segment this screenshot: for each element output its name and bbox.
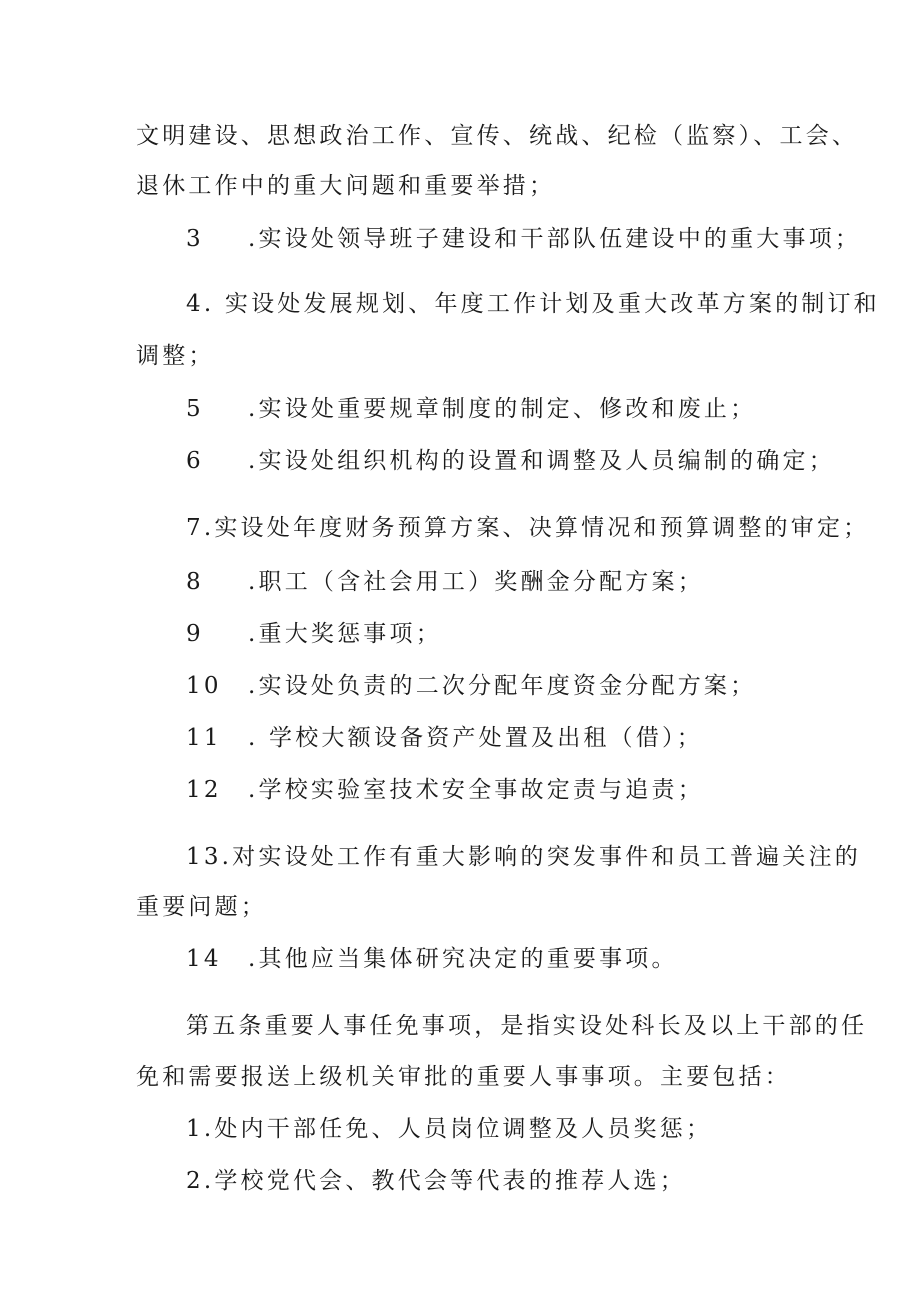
item-number: 10 [186, 673, 222, 699]
item-text: .实设处负责的二次分配年度资金分配方案； [248, 673, 757, 699]
list-item [186, 225, 861, 253]
article-5-line-2: 免和需要报送上级机关审批的重要人事事项。主要包括： [136, 1064, 791, 1090]
list-item [186, 843, 861, 871]
list-item [186, 620, 442, 648]
item-number: 2 [186, 1168, 204, 1194]
item-number: 11 [186, 725, 222, 751]
continuation-line-1: 文明建设、思想政治工作、宣传、统战、纪检（监察）、工会、 [136, 123, 859, 149]
item-number: 3 [186, 226, 204, 252]
item-text: .实设处组织机构的设置和调整及人员编制的确定； [248, 448, 835, 474]
item-number: 4 [186, 291, 204, 317]
list-item [186, 395, 756, 423]
item-text: . 学校大额设备资产处置及出租（借）； [248, 725, 703, 751]
item-text: .对实设处工作有重大影响的突发事件和员工普遍关注的 [221, 844, 861, 870]
list-item [186, 514, 869, 542]
continuation-line-2: 退休工作中的重大问题和重要举措； [136, 173, 556, 199]
list-item [186, 568, 704, 596]
item-number: 13 [186, 844, 222, 870]
item-text: . 实设处发展规划、年度工作计划及重大改革方案的制订和 [203, 291, 880, 317]
item-number: 5 [186, 396, 204, 422]
item-text: .学校实验室技术安全事故定责与追责； [248, 777, 704, 803]
sub-list-item [186, 1115, 712, 1143]
list-item [186, 447, 835, 475]
item-text: .其他应当集体研究决定的重要事项。 [248, 946, 678, 972]
list-item [186, 776, 704, 804]
list-item [186, 945, 678, 973]
list-item [186, 724, 703, 752]
list-item-continuation: 调整； [136, 343, 215, 369]
item-text: .处内干部任免、人员岗位调整及人员奖惩； [203, 1116, 713, 1142]
list-item [186, 672, 756, 700]
item-text: .学校党代会、教代会等代表的推荐人选； [203, 1168, 686, 1194]
item-text: .实设处领导班子建设和干部队伍建设中的重大事项； [248, 226, 862, 252]
item-text: .实设处重要规章制度的制定、修改和废止； [248, 396, 757, 422]
list-item [186, 290, 880, 318]
list-item-continuation: 重要问题； [136, 894, 267, 920]
sub-list-item [186, 1167, 686, 1195]
item-number: 8 [186, 569, 204, 595]
item-number: 1 [186, 1116, 204, 1142]
item-number: 7 [186, 515, 204, 541]
article-5-line-1: 第五条重要人事任免事项，是指实设处科长及以上干部的任 [186, 1013, 868, 1039]
item-number: 14 [186, 946, 222, 972]
item-text: .实设处年度财务预算方案、决算情况和预算调整的审定； [203, 515, 870, 541]
item-number: 9 [186, 621, 204, 647]
item-number: 12 [186, 777, 222, 803]
item-text: .重大奖惩事项； [248, 621, 442, 647]
item-number: 6 [186, 448, 204, 474]
item-text: .职工（含社会用工）奖酬金分配方案； [248, 569, 704, 595]
